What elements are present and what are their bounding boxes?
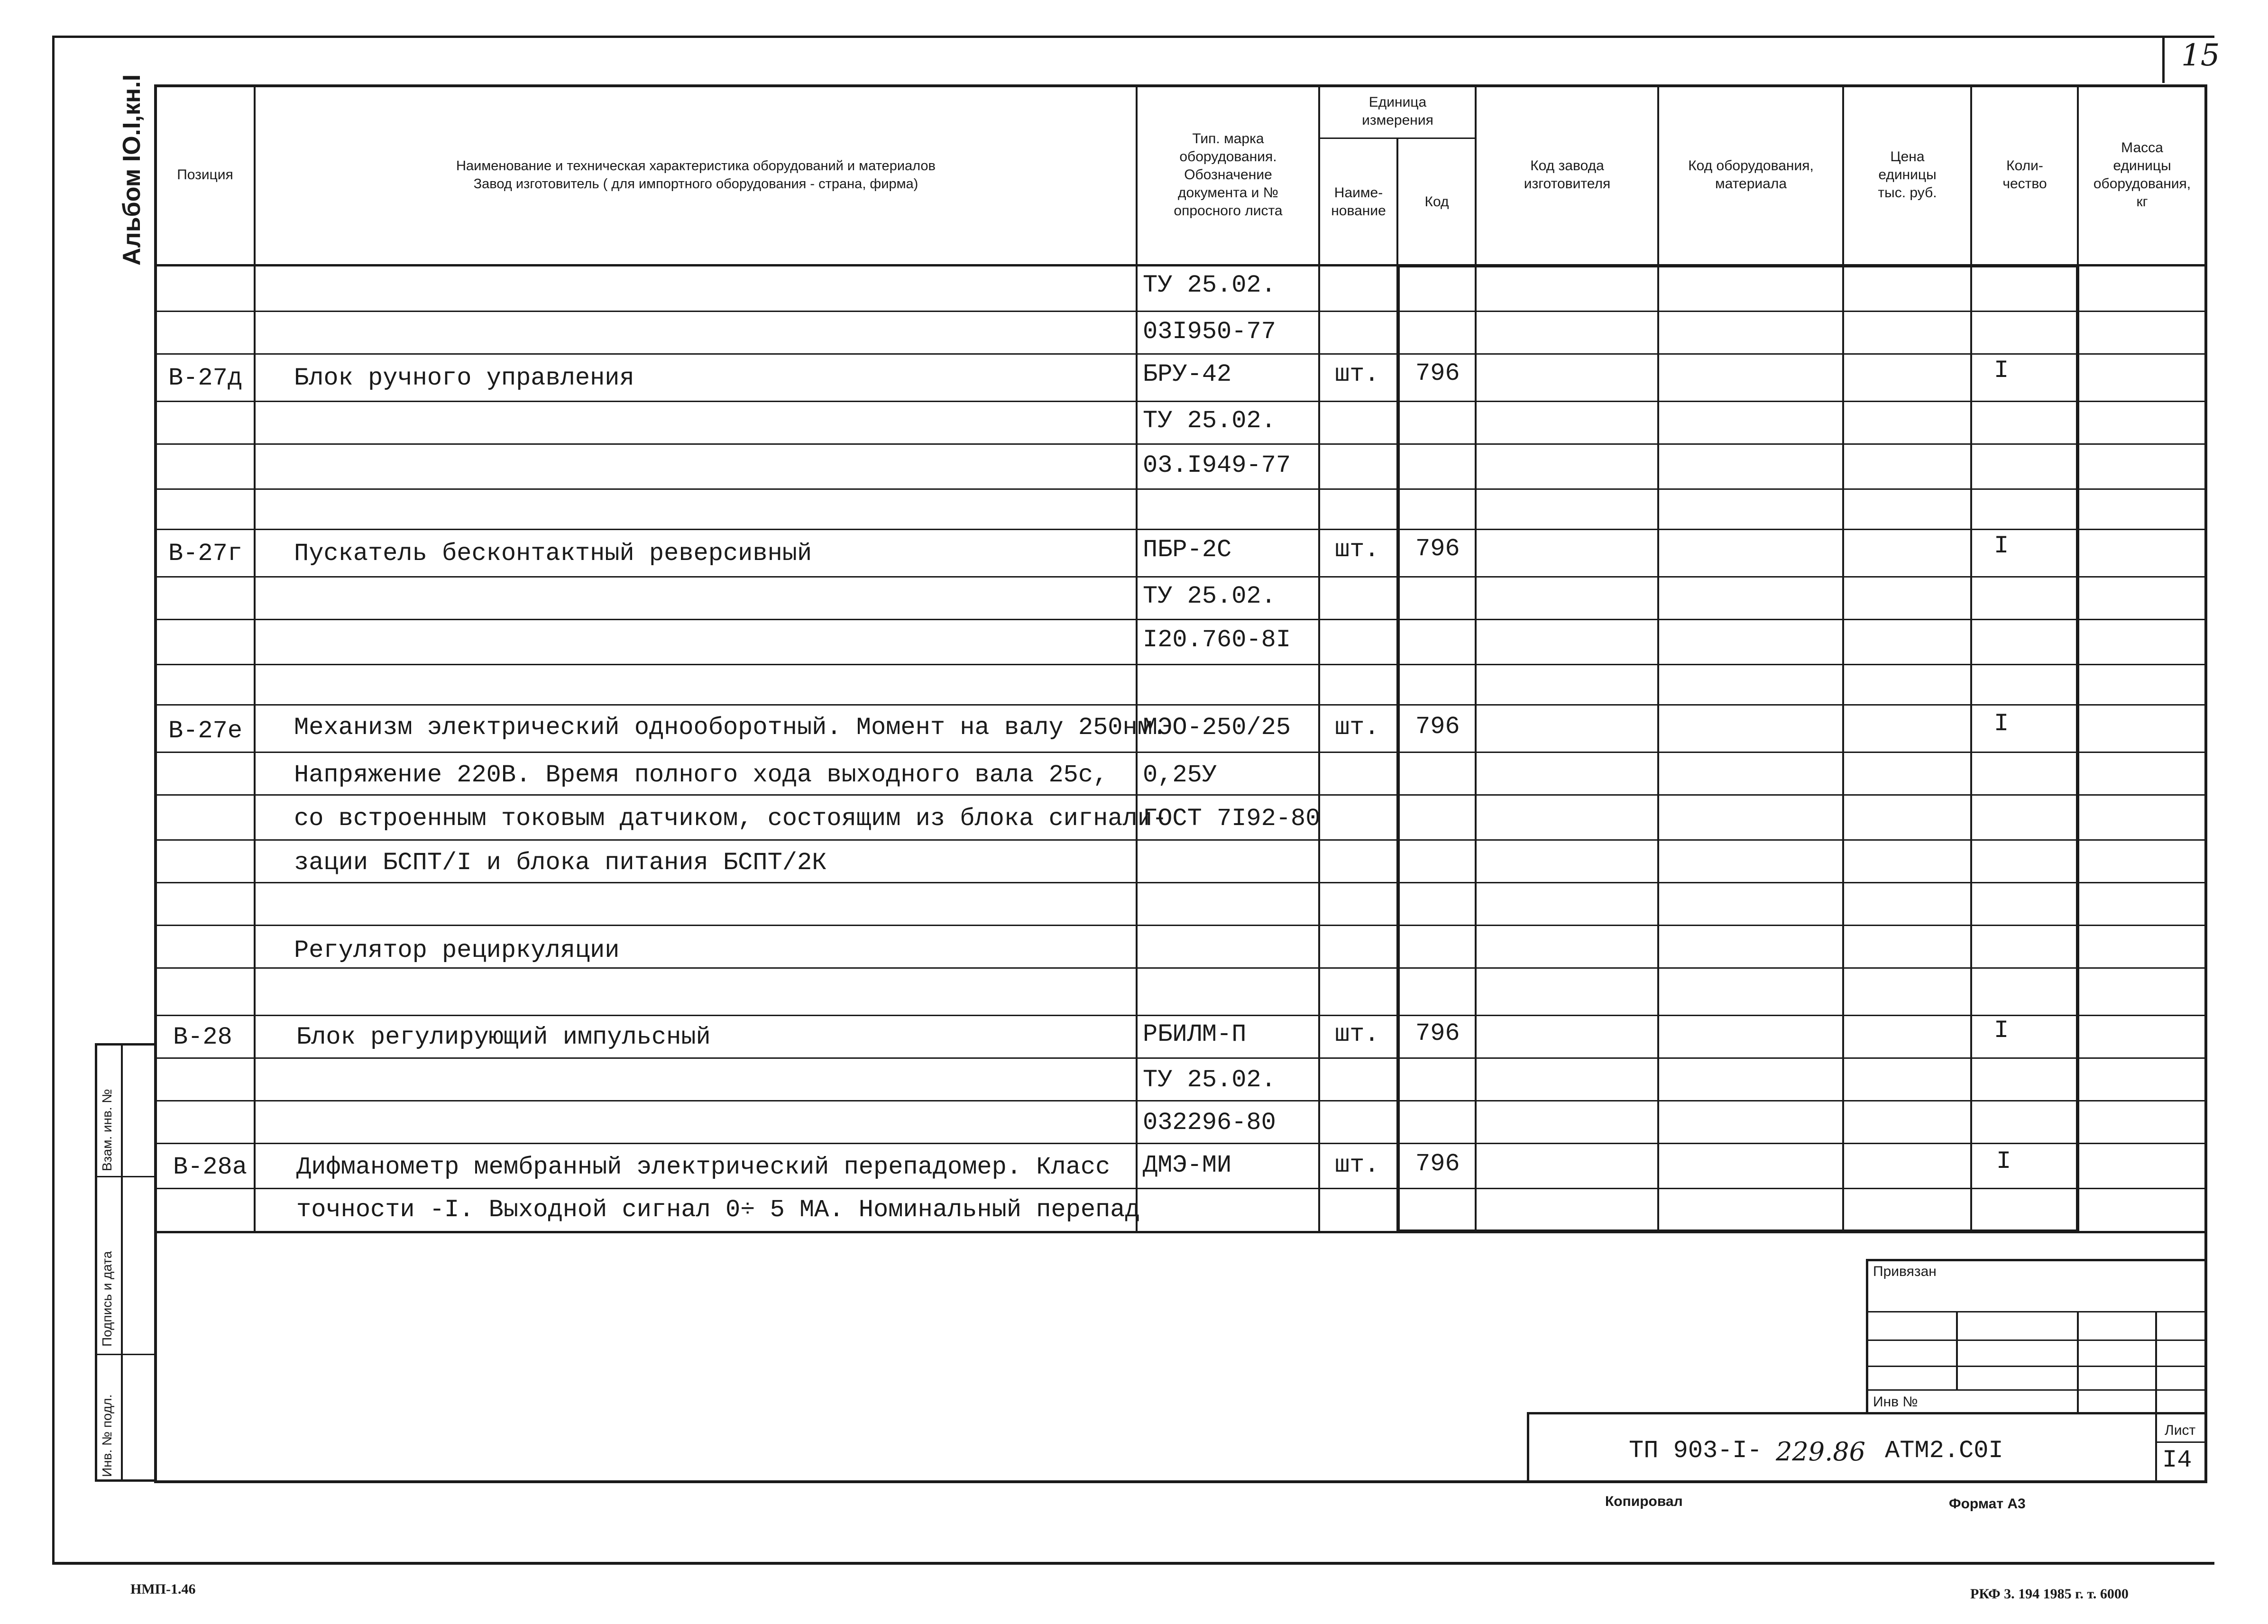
footer-right: РКФ 3. 194 1985 г. т. 6000 bbox=[1970, 1586, 2129, 1602]
row-6-unit: шт. bbox=[1335, 536, 1379, 564]
row-2-name: Блок ручного управления bbox=[294, 364, 634, 392]
row-6-qty: I bbox=[1994, 532, 2009, 560]
stamp-format: Формат А3 bbox=[1949, 1496, 2026, 1512]
stamp-kopiroval: Копировал bbox=[1605, 1494, 1683, 1509]
stamp-doc-handwritten: 229.86 bbox=[1776, 1437, 1865, 1467]
header-name: Наименование и техническая характеристика оборудований и материалов Завод изготовитель ( для импортного оборудования - страна, фирма) bbox=[456, 158, 936, 192]
side-stamp-vzam: Взам. инв. № bbox=[100, 1089, 114, 1171]
header-unit-group: Единица измерения bbox=[1362, 94, 1433, 128]
row-17-pos: В-28 bbox=[173, 1023, 232, 1051]
stamp-list-label: Лист bbox=[2165, 1422, 2196, 1438]
row-17-unit: шт. bbox=[1335, 1020, 1379, 1048]
row-20-name: Дифманометр мембранный электрический перепадомер. Класс bbox=[296, 1153, 1111, 1181]
row-17-name: Блок регулирующий импульсный bbox=[296, 1023, 711, 1051]
row-15-name: Регулятор рециркуляции bbox=[294, 936, 620, 964]
header-type: Тип. марка оборудования. Обозначение документа и № опросного листа bbox=[1174, 130, 1283, 219]
stamp-doc-code: АТМ2.С0I bbox=[1885, 1437, 2003, 1465]
row-2-pos: В-27д bbox=[168, 364, 243, 392]
header-quantity: Коли- чество bbox=[2002, 157, 2047, 192]
bold-frame bbox=[1396, 264, 2079, 1233]
stamp-inv-no: Инв № bbox=[1873, 1394, 1918, 1410]
row-20-type: ДМЭ-МИ bbox=[1143, 1151, 1232, 1179]
row-20-qty: I bbox=[1996, 1147, 2011, 1175]
row-2-unit: шт. bbox=[1335, 360, 1379, 388]
header-position: Позиция bbox=[177, 166, 233, 183]
row-18-type: ТУ 25.02. bbox=[1143, 1066, 1276, 1094]
row-10-name: Механизм электрический однооборотный. Момент на валу 250нм. bbox=[294, 714, 1167, 742]
row-0-type: ТУ 25.02. bbox=[1143, 271, 1276, 299]
row-10-code: 796 bbox=[1415, 713, 1460, 741]
row-2-code: 796 bbox=[1415, 359, 1460, 387]
header-equipment-code: Код оборудования, материала bbox=[1688, 157, 1814, 192]
stamp-doc-prefix: ТП 903-I- bbox=[1629, 1437, 1762, 1465]
row-2-qty: I bbox=[1994, 357, 2009, 385]
row-6-pos: В-27г bbox=[168, 540, 243, 568]
row-4-type: 03.I949-77 bbox=[1143, 451, 1291, 479]
row-11-type: 0,25У bbox=[1143, 761, 1217, 789]
album-label: Альбом IO.I,кн.I bbox=[118, 74, 146, 266]
row-10-qty: I bbox=[1994, 710, 2009, 738]
row-20-pos: В-28а bbox=[173, 1153, 248, 1181]
row-10-type: МЭО-250/25 bbox=[1143, 714, 1291, 742]
row-20-unit: шт. bbox=[1335, 1151, 1379, 1179]
header-unit-code: Код bbox=[1424, 194, 1449, 210]
stamp-list-number: I4 bbox=[2162, 1446, 2192, 1474]
header-factory-code: Код завода изготовителя bbox=[1524, 157, 1611, 192]
row-7-type: ТУ 25.02. bbox=[1143, 582, 1276, 610]
row-10-pos: В-27е bbox=[168, 717, 243, 745]
row-17-code: 796 bbox=[1415, 1019, 1460, 1047]
row-6-code: 796 bbox=[1415, 535, 1460, 563]
row-21-name: точности -I. Выходной сигнал 0÷ 5 МА. Номинальный перепад bbox=[296, 1196, 1140, 1224]
row-19-type: 032296-80 bbox=[1143, 1109, 1276, 1137]
row-2-type: БРУ-42 bbox=[1143, 360, 1232, 388]
row-11-name: Напряжение 220В. Время полного хода выходного вала 25с, bbox=[294, 761, 1108, 789]
row-12-type: ГОСТ 7I92-80 bbox=[1143, 805, 1321, 833]
row-1-type: 03I950-77 bbox=[1143, 318, 1276, 346]
row-6-type: ПБР-2С bbox=[1143, 536, 1232, 564]
row-20-code: 796 bbox=[1415, 1150, 1460, 1178]
row-8-type: I20.760-8I bbox=[1143, 626, 1291, 654]
row-6-name: Пускатель бесконтактный реверсивный bbox=[294, 540, 812, 568]
footer-left: НМП-1.46 bbox=[130, 1581, 196, 1597]
stamp-privyazan: Привязан bbox=[1873, 1264, 1937, 1279]
row-12-name: со встроенным токовым датчиком, состоящим из блока сигнали- bbox=[294, 805, 1167, 833]
sheet-number: 15 bbox=[2181, 38, 2220, 73]
header-mass: Масса единицы оборудования, кг bbox=[2093, 139, 2191, 210]
header-price: Цена единицы тыс. руб. bbox=[1878, 148, 1937, 201]
header-unit-name: Наиме- нование bbox=[1331, 185, 1386, 219]
row-17-type: РБИЛМ-П bbox=[1143, 1020, 1247, 1048]
side-stamp-inv: Инв. № подл. bbox=[100, 1394, 114, 1477]
side-stamp-podpis: Подпись и дата bbox=[100, 1251, 114, 1347]
row-13-name: зации БСПТ/I и блока питания БСПТ/2К bbox=[294, 849, 827, 877]
row-3-type: ТУ 25.02. bbox=[1143, 407, 1276, 435]
row-17-qty: I bbox=[1994, 1017, 2009, 1045]
row-10-unit: шт. bbox=[1335, 714, 1379, 742]
